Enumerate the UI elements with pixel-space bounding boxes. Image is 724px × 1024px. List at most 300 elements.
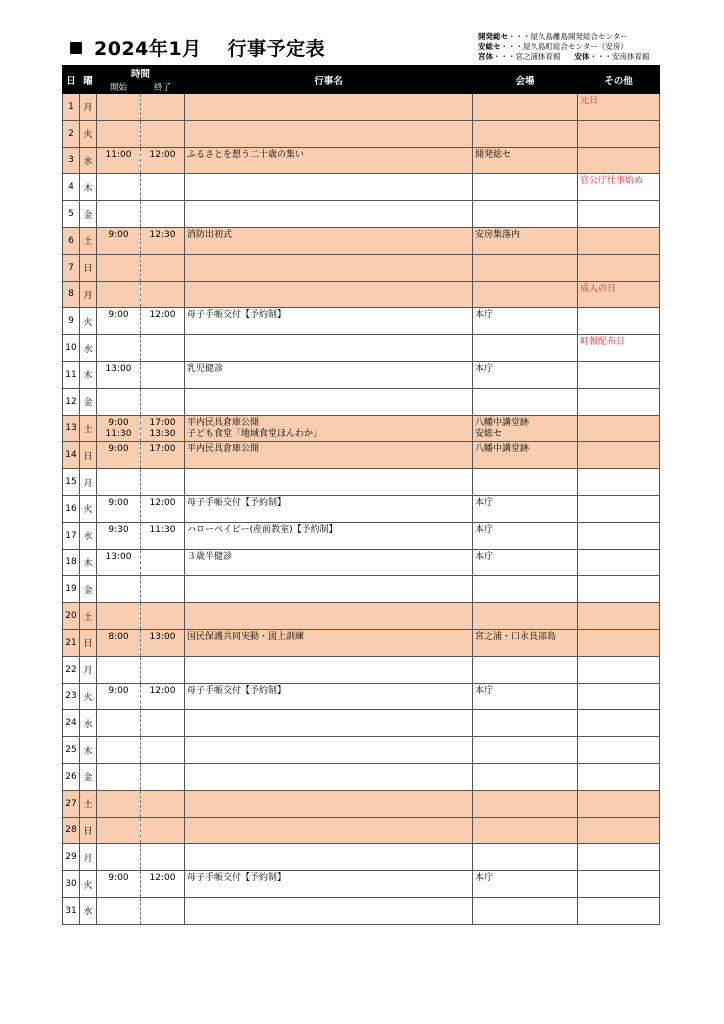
day-cell: 22 xyxy=(63,656,80,683)
start-time-cell xyxy=(97,737,141,764)
event-text: 母子手帳交付【予約制】 xyxy=(187,310,287,321)
venue-text: 本庁 xyxy=(475,551,494,562)
venue-cell xyxy=(473,763,578,790)
dow-cell: 金 xyxy=(80,576,97,603)
dow-cell: 月 xyxy=(80,844,97,871)
dow-cell: 土 xyxy=(80,415,97,442)
other-cell xyxy=(578,549,660,576)
other-cell xyxy=(578,817,660,844)
venue-text: 八幡中講堂跡 xyxy=(475,444,530,455)
start-time-text: 9:30 xyxy=(108,524,129,535)
table-row xyxy=(63,308,660,335)
other-text: 成人の日 xyxy=(580,283,617,294)
event-cell xyxy=(185,335,473,362)
day-cell: 6 xyxy=(63,227,80,254)
day-cell: 5 xyxy=(63,201,80,228)
end-time-cell xyxy=(141,94,185,121)
end-time-text: 12:00 xyxy=(149,497,176,508)
day-cell: 14 xyxy=(63,442,80,469)
venue-cell xyxy=(473,415,578,442)
col-header-start: 開始 xyxy=(97,81,141,94)
end-time-cell xyxy=(141,710,185,737)
day-cell: 21 xyxy=(63,629,80,656)
end-time-text: 12:00 xyxy=(149,685,176,696)
table-row xyxy=(63,844,660,871)
table-row xyxy=(63,442,660,469)
day-cell: 9 xyxy=(63,308,80,335)
event-cell xyxy=(185,549,473,576)
legend-abbr: 安体 xyxy=(574,52,590,61)
day-cell: 16 xyxy=(63,495,80,522)
start-time-cell xyxy=(97,871,141,898)
event-text: 消防出初式 xyxy=(187,229,233,240)
venue-cell xyxy=(473,844,578,871)
dow-cell: 日 xyxy=(80,442,97,469)
venue-text: 本庁 xyxy=(475,524,494,535)
table-row xyxy=(63,495,660,522)
event-cell xyxy=(185,94,473,121)
event-cell xyxy=(185,147,473,174)
end-time-cell xyxy=(141,763,185,790)
event-cell xyxy=(185,576,473,603)
other-cell xyxy=(578,281,660,308)
event-text: 乳児健診 xyxy=(187,363,224,374)
schedule-body xyxy=(63,94,660,925)
col-header-event: 行事名 xyxy=(185,66,473,94)
start-time-cell xyxy=(97,656,141,683)
venue-cell xyxy=(473,683,578,710)
dow-cell: 木 xyxy=(80,361,97,388)
title-date: 2024年1月 xyxy=(94,38,202,60)
event-text: ３歳半健診 xyxy=(187,551,233,562)
start-time-text: 9:00 xyxy=(108,417,129,428)
dow-cell: 金 xyxy=(80,763,97,790)
dow-cell: 月 xyxy=(80,656,97,683)
other-cell xyxy=(578,790,660,817)
dow-cell: 金 xyxy=(80,201,97,228)
end-time-cell xyxy=(141,817,185,844)
venue-cell xyxy=(473,308,578,335)
day-cell: 27 xyxy=(63,790,80,817)
dow-cell: 木 xyxy=(80,174,97,201)
event-cell xyxy=(185,469,473,496)
schedule-table xyxy=(62,65,660,925)
event-cell xyxy=(185,844,473,871)
end-time-text: 12:00 xyxy=(149,873,176,884)
start-time-cell xyxy=(97,897,141,924)
venue-text: 本庁 xyxy=(475,873,494,884)
venue-text: 安房集落内 xyxy=(475,229,521,240)
venue-text: 開発総セ xyxy=(475,149,512,160)
dow-cell: 日 xyxy=(80,817,97,844)
table-row xyxy=(63,120,660,147)
venue-cell xyxy=(473,281,578,308)
table-row xyxy=(63,94,660,121)
day-cell: 25 xyxy=(63,737,80,764)
other-cell xyxy=(578,308,660,335)
day-cell: 24 xyxy=(63,710,80,737)
event-text: 平内民具倉庫公開 xyxy=(187,444,260,455)
table-row xyxy=(63,763,660,790)
end-time-cell xyxy=(141,254,185,281)
event-cell xyxy=(185,790,473,817)
other-cell xyxy=(578,576,660,603)
event-cell xyxy=(185,174,473,201)
day-cell: 4 xyxy=(63,174,80,201)
venue-cell xyxy=(473,227,578,254)
other-cell xyxy=(578,683,660,710)
end-time-text: 12:00 xyxy=(149,310,176,321)
end-time-cell xyxy=(141,656,185,683)
other-cell xyxy=(578,227,660,254)
event-cell xyxy=(185,361,473,388)
day-cell: 17 xyxy=(63,522,80,549)
day-cell: 31 xyxy=(63,897,80,924)
col-header-venue: 会場 xyxy=(473,66,578,94)
legend-desc: ・・・屋久島町総合センター（安房） xyxy=(500,42,628,51)
venue-cell xyxy=(473,737,578,764)
venue-text: 安総セ xyxy=(475,428,503,439)
square-bullet-icon xyxy=(70,42,82,54)
end-time-cell xyxy=(141,442,185,469)
end-time-text: 12:00 xyxy=(149,149,176,160)
day-cell: 12 xyxy=(63,388,80,415)
start-time-cell xyxy=(97,227,141,254)
venue-cell xyxy=(473,335,578,362)
day-cell: 1 xyxy=(63,94,80,121)
dow-cell: 火 xyxy=(80,308,97,335)
dow-cell: 土 xyxy=(80,227,97,254)
other-cell xyxy=(578,737,660,764)
other-cell xyxy=(578,361,660,388)
end-time-cell xyxy=(141,629,185,656)
venue-cell xyxy=(473,388,578,415)
start-time-cell xyxy=(97,790,141,817)
start-time-text: 13:00 xyxy=(105,551,132,562)
table-row xyxy=(63,629,660,656)
table-row xyxy=(63,656,660,683)
other-text: 町報配布日 xyxy=(580,337,626,348)
day-cell: 11 xyxy=(63,361,80,388)
end-time-cell xyxy=(141,147,185,174)
event-text: 平内民具倉庫公開 xyxy=(187,417,260,428)
end-time-cell xyxy=(141,361,185,388)
event-cell xyxy=(185,897,473,924)
other-cell xyxy=(578,415,660,442)
event-cell xyxy=(185,656,473,683)
event-cell xyxy=(185,281,473,308)
start-time-cell xyxy=(97,603,141,630)
table-row xyxy=(63,415,660,442)
end-time-text: 11:30 xyxy=(149,524,176,535)
other-cell xyxy=(578,174,660,201)
venue-cell xyxy=(473,201,578,228)
event-cell xyxy=(185,495,473,522)
venue-text: 本庁 xyxy=(475,685,494,696)
venue-cell xyxy=(473,254,578,281)
start-time-cell xyxy=(97,281,141,308)
day-cell: 10 xyxy=(63,335,80,362)
start-time-cell xyxy=(97,201,141,228)
start-time-text: 9:00 xyxy=(108,497,129,508)
start-time-text: 9:00 xyxy=(108,310,129,321)
dow-cell: 土 xyxy=(80,790,97,817)
venue-cell xyxy=(473,94,578,121)
page-title xyxy=(70,34,325,61)
other-cell xyxy=(578,254,660,281)
table-row xyxy=(63,817,660,844)
start-time-cell xyxy=(97,254,141,281)
table-row xyxy=(63,710,660,737)
end-time-cell xyxy=(141,683,185,710)
start-time-cell xyxy=(97,522,141,549)
other-cell xyxy=(578,710,660,737)
dow-cell: 木 xyxy=(80,737,97,764)
end-time-cell xyxy=(141,522,185,549)
event-cell xyxy=(185,522,473,549)
venue-cell xyxy=(473,120,578,147)
table-row xyxy=(63,603,660,630)
event-text: 母子手帳交付【予約制】 xyxy=(187,497,287,508)
start-time-cell xyxy=(97,442,141,469)
table-row xyxy=(63,361,660,388)
col-header-dow: 曜 xyxy=(80,66,97,94)
venue-text: 本庁 xyxy=(475,310,494,321)
venue-cell xyxy=(473,656,578,683)
end-time-cell xyxy=(141,308,185,335)
event-cell xyxy=(185,710,473,737)
day-cell: 18 xyxy=(63,549,80,576)
venue-text: 八幡中講堂跡 xyxy=(475,417,530,428)
dow-cell: 月 xyxy=(80,281,97,308)
start-time-cell xyxy=(97,388,141,415)
other-cell xyxy=(578,603,660,630)
other-cell xyxy=(578,897,660,924)
venue-cell xyxy=(473,361,578,388)
start-time-cell xyxy=(97,817,141,844)
venue-cell xyxy=(473,576,578,603)
dow-cell: 水 xyxy=(80,897,97,924)
day-cell: 13 xyxy=(63,415,80,442)
start-time-cell xyxy=(97,763,141,790)
other-cell xyxy=(578,656,660,683)
legend-desc: ・・・安房体育館 xyxy=(589,52,650,61)
dow-cell: 土 xyxy=(80,603,97,630)
end-time-cell xyxy=(141,897,185,924)
venue-cell xyxy=(473,495,578,522)
start-time-cell xyxy=(97,335,141,362)
table-row xyxy=(63,227,660,254)
dow-cell: 火 xyxy=(80,495,97,522)
legend-abbr: 開発総セ xyxy=(478,32,508,41)
end-time-cell xyxy=(141,790,185,817)
start-time-cell xyxy=(97,549,141,576)
day-cell: 3 xyxy=(63,147,80,174)
legend-desc: ・・・屋久島離島開発総合センター xyxy=(508,32,628,41)
venue-cell xyxy=(473,147,578,174)
start-time-cell xyxy=(97,629,141,656)
event-cell xyxy=(185,442,473,469)
other-cell xyxy=(578,201,660,228)
other-cell xyxy=(578,844,660,871)
start-time-text: 9:00 xyxy=(108,444,129,455)
start-time-cell xyxy=(97,147,141,174)
event-text: ハローベイビー(産前教室)【予約制】 xyxy=(187,524,338,535)
event-cell xyxy=(185,308,473,335)
start-time-cell xyxy=(97,415,141,442)
other-cell xyxy=(578,442,660,469)
end-time-cell xyxy=(141,549,185,576)
start-time-text: 13:00 xyxy=(105,363,132,374)
venue-cell xyxy=(473,629,578,656)
table-row xyxy=(63,683,660,710)
end-time-cell xyxy=(141,737,185,764)
table-row xyxy=(63,871,660,898)
end-time-cell xyxy=(141,495,185,522)
table-row xyxy=(63,522,660,549)
day-cell: 26 xyxy=(63,763,80,790)
dow-cell: 月 xyxy=(80,469,97,496)
end-time-cell xyxy=(141,120,185,147)
end-time-cell xyxy=(141,335,185,362)
start-time-text: 11:30 xyxy=(105,428,132,439)
event-text: ふるさとを想う二十歳の集い xyxy=(187,149,305,160)
day-cell: 20 xyxy=(63,603,80,630)
venue-cell xyxy=(473,174,578,201)
dow-cell: 日 xyxy=(80,254,97,281)
end-time-text: 17:00 xyxy=(149,444,176,455)
table-row xyxy=(63,335,660,362)
end-time-cell xyxy=(141,281,185,308)
venue-cell xyxy=(473,603,578,630)
table-row xyxy=(63,281,660,308)
venue-cell xyxy=(473,522,578,549)
venue-cell xyxy=(473,790,578,817)
end-time-cell xyxy=(141,469,185,496)
day-cell: 19 xyxy=(63,576,80,603)
event-cell xyxy=(185,629,473,656)
start-time-cell xyxy=(97,94,141,121)
other-cell xyxy=(578,335,660,362)
venue-legend xyxy=(478,32,650,62)
start-time-text: 11:00 xyxy=(105,149,132,160)
start-time-cell xyxy=(97,469,141,496)
end-time-text: 12:30 xyxy=(149,229,176,240)
table-row xyxy=(63,388,660,415)
start-time-cell xyxy=(97,576,141,603)
other-cell xyxy=(578,495,660,522)
table-row xyxy=(63,147,660,174)
legend-desc: ・・・宮之浦体育館 xyxy=(493,52,561,61)
table-row xyxy=(63,469,660,496)
event-cell xyxy=(185,120,473,147)
start-time-cell xyxy=(97,308,141,335)
start-time-cell xyxy=(97,120,141,147)
col-header-time: 時間 xyxy=(97,66,185,81)
start-time-text: 9:00 xyxy=(108,229,129,240)
start-time-cell xyxy=(97,361,141,388)
legend-abbr: 宮体 xyxy=(478,52,493,61)
end-time-cell xyxy=(141,227,185,254)
start-time-text: 8:00 xyxy=(108,631,129,642)
event-cell xyxy=(185,683,473,710)
event-cell xyxy=(185,871,473,898)
start-time-cell xyxy=(97,174,141,201)
other-cell xyxy=(578,763,660,790)
venue-cell xyxy=(473,549,578,576)
start-time-text: 9:00 xyxy=(108,685,129,696)
event-cell xyxy=(185,737,473,764)
dow-cell: 火 xyxy=(80,683,97,710)
end-time-cell xyxy=(141,576,185,603)
table-row xyxy=(63,174,660,201)
dow-cell: 金 xyxy=(80,388,97,415)
start-time-cell xyxy=(97,710,141,737)
table-row xyxy=(63,549,660,576)
end-time-cell xyxy=(141,603,185,630)
venue-cell xyxy=(473,442,578,469)
event-text: 子ども食堂「地域食堂ほんわか」 xyxy=(187,428,323,439)
col-header-day: 日 xyxy=(63,66,80,94)
day-cell: 8 xyxy=(63,281,80,308)
event-text: 国民保護共同実動・図上訓練 xyxy=(187,631,305,642)
table-row xyxy=(63,897,660,924)
dow-cell: 木 xyxy=(80,549,97,576)
other-cell xyxy=(578,469,660,496)
dow-cell: 日 xyxy=(80,629,97,656)
dow-cell: 水 xyxy=(80,522,97,549)
title-event: 行事予定表 xyxy=(227,38,326,60)
dow-cell: 月 xyxy=(80,94,97,121)
table-row xyxy=(63,737,660,764)
legend-line xyxy=(478,42,650,52)
event-cell xyxy=(185,201,473,228)
dow-cell: 水 xyxy=(80,710,97,737)
other-cell xyxy=(578,120,660,147)
event-cell xyxy=(185,603,473,630)
start-time-text: 9:00 xyxy=(108,873,129,884)
legend-line xyxy=(478,52,650,62)
day-cell: 7 xyxy=(63,254,80,281)
table-row xyxy=(63,790,660,817)
end-time-cell xyxy=(141,415,185,442)
dow-cell: 火 xyxy=(80,871,97,898)
start-time-cell xyxy=(97,495,141,522)
venue-cell xyxy=(473,817,578,844)
table-row xyxy=(63,201,660,228)
event-text: 母子手帳交付【予約制】 xyxy=(187,873,287,884)
end-time-cell xyxy=(141,844,185,871)
dow-cell: 火 xyxy=(80,120,97,147)
day-cell: 2 xyxy=(63,120,80,147)
end-time-cell xyxy=(141,174,185,201)
other-cell xyxy=(578,147,660,174)
day-cell: 30 xyxy=(63,871,80,898)
venue-cell xyxy=(473,469,578,496)
start-time-cell xyxy=(97,683,141,710)
start-time-cell xyxy=(97,844,141,871)
table-row xyxy=(63,576,660,603)
end-time-text: 13:00 xyxy=(149,631,176,642)
end-time-text: 17:00 xyxy=(149,417,176,428)
col-header-end: 終了 xyxy=(141,81,185,94)
end-time-cell xyxy=(141,388,185,415)
event-cell xyxy=(185,817,473,844)
end-time-text: 13:30 xyxy=(149,428,176,439)
venue-text: 本庁 xyxy=(475,497,494,508)
other-cell xyxy=(578,629,660,656)
day-cell: 15 xyxy=(63,469,80,496)
